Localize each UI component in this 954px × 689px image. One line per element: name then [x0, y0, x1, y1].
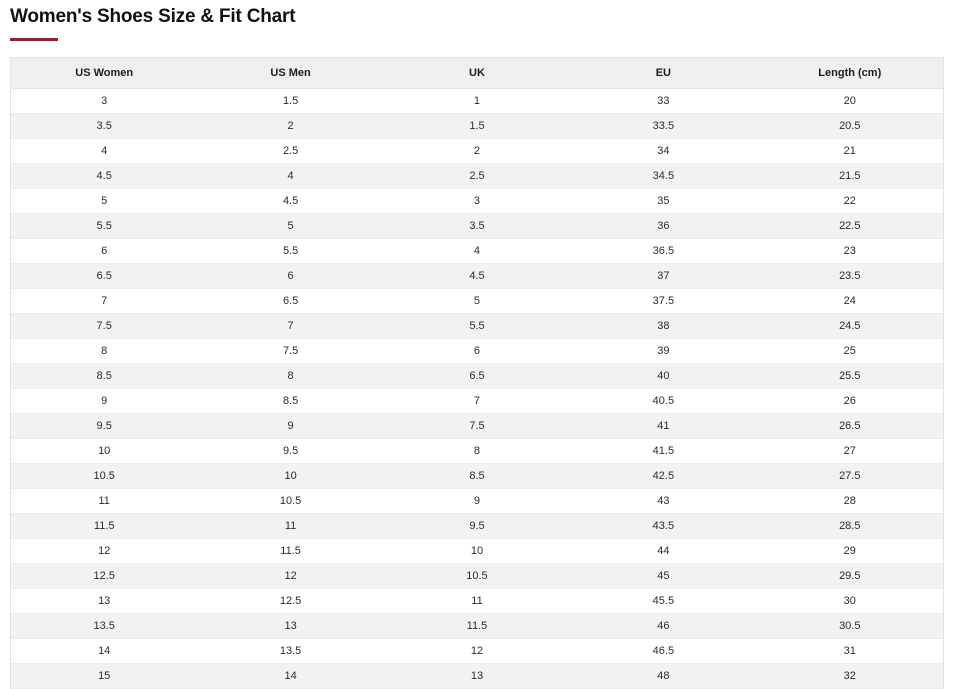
- size-chart-table: [11, 58, 943, 689]
- table-cell: 29: [757, 539, 943, 564]
- table-cell: 36: [570, 214, 756, 239]
- table-row: [11, 439, 943, 464]
- table-cell: 3: [384, 189, 570, 214]
- table-cell: 5.5: [384, 314, 570, 339]
- table-cell: 12: [11, 539, 197, 564]
- table-cell: 2: [197, 114, 383, 139]
- table-cell: 30.5: [757, 614, 943, 639]
- table-cell: 36.5: [570, 239, 756, 264]
- table-body: [11, 89, 943, 689]
- table-cell: 35: [570, 189, 756, 214]
- column-header-us-women: US Women: [11, 58, 197, 89]
- table-cell: 25: [757, 339, 943, 364]
- table-cell: 4: [11, 139, 197, 164]
- table-cell: 40: [570, 364, 756, 389]
- table-cell: 6.5: [11, 264, 197, 289]
- table-cell: 11.5: [197, 539, 383, 564]
- table-cell: 11.5: [11, 514, 197, 539]
- column-header-us-men: US Men: [197, 58, 383, 89]
- table-row: [11, 414, 943, 439]
- table-cell: 24: [757, 289, 943, 314]
- table-cell: 44: [570, 539, 756, 564]
- table-cell: 6.5: [197, 289, 383, 314]
- table-cell: 11.5: [384, 614, 570, 639]
- table-cell: 8: [384, 439, 570, 464]
- table-cell: 4.5: [11, 164, 197, 189]
- table-row: [11, 289, 943, 314]
- table-cell: 10: [11, 439, 197, 464]
- table-cell: 39: [570, 339, 756, 364]
- table-cell: 28: [757, 489, 943, 514]
- table-cell: 11: [11, 489, 197, 514]
- table-cell: 8.5: [11, 364, 197, 389]
- table-row: [11, 589, 943, 614]
- table-cell: 32: [757, 664, 943, 689]
- table-cell: 42.5: [570, 464, 756, 489]
- column-header-uk: UK: [384, 58, 570, 89]
- table-cell: 12: [197, 564, 383, 589]
- table-cell: 31: [757, 639, 943, 664]
- table-cell: 9.5: [11, 414, 197, 439]
- table-cell: 8.5: [197, 389, 383, 414]
- page-title: Women's Shoes Size & Fit Chart: [10, 6, 296, 27]
- table-cell: 29.5: [757, 564, 943, 589]
- table-row: [11, 664, 943, 689]
- table-cell: 5.5: [11, 214, 197, 239]
- table-cell: 12.5: [197, 589, 383, 614]
- table-cell: 2: [384, 139, 570, 164]
- table-cell: 12.5: [11, 564, 197, 589]
- table-cell: 13: [384, 664, 570, 689]
- table-cell: 6: [11, 239, 197, 264]
- table-cell: 22: [757, 189, 943, 214]
- table-cell: 9: [11, 389, 197, 414]
- table-cell: 25.5: [757, 364, 943, 389]
- table-cell: 9: [384, 489, 570, 514]
- table-cell: 28.5: [757, 514, 943, 539]
- table-row: [11, 239, 943, 264]
- column-header-eu: EU: [570, 58, 756, 89]
- table-row: [11, 214, 943, 239]
- table-row: [11, 314, 943, 339]
- table-cell: 5: [197, 214, 383, 239]
- table-header-row: [11, 58, 943, 89]
- table-cell: 38: [570, 314, 756, 339]
- table-cell: 45.5: [570, 589, 756, 614]
- table-cell: 27.5: [757, 464, 943, 489]
- table-row: [11, 614, 943, 639]
- table-cell: 41: [570, 414, 756, 439]
- table-cell: 34.5: [570, 164, 756, 189]
- table-cell: 9: [197, 414, 383, 439]
- table-cell: 11: [384, 589, 570, 614]
- table-cell: 23: [757, 239, 943, 264]
- table-row: [11, 339, 943, 364]
- table-cell: 21.5: [757, 164, 943, 189]
- table-cell: 20.5: [757, 114, 943, 139]
- table-cell: 9.5: [197, 439, 383, 464]
- table-cell: 2.5: [384, 164, 570, 189]
- table-cell: 13: [197, 614, 383, 639]
- table-cell: 6: [197, 264, 383, 289]
- table-row: [11, 489, 943, 514]
- table-cell: 7.5: [384, 414, 570, 439]
- table-row: [11, 389, 943, 414]
- table-cell: 10.5: [197, 489, 383, 514]
- table-cell: 33: [570, 89, 756, 114]
- table-cell: 24.5: [757, 314, 943, 339]
- table-cell: 13: [11, 589, 197, 614]
- table-cell: 46: [570, 614, 756, 639]
- table-cell: 10.5: [384, 564, 570, 589]
- table-row: [11, 164, 943, 189]
- table-cell: 1: [384, 89, 570, 114]
- table-cell: 6: [384, 339, 570, 364]
- table-cell: 8.5: [384, 464, 570, 489]
- table-cell: 46.5: [570, 639, 756, 664]
- table-row: [11, 264, 943, 289]
- table-cell: 41.5: [570, 439, 756, 464]
- table-row: [11, 139, 943, 164]
- table-row: [11, 564, 943, 589]
- column-header-length-cm: Length (cm): [757, 58, 943, 89]
- table-cell: 43.5: [570, 514, 756, 539]
- table-cell: 48: [570, 664, 756, 689]
- table-cell: 37: [570, 264, 756, 289]
- table-cell: 37.5: [570, 289, 756, 314]
- table-cell: 26.5: [757, 414, 943, 439]
- table-cell: 3.5: [11, 114, 197, 139]
- table-cell: 13.5: [197, 639, 383, 664]
- title-block: [0, 0, 954, 41]
- table-header: [11, 58, 943, 89]
- table-cell: 7: [384, 389, 570, 414]
- table-row: [11, 514, 943, 539]
- table-cell: 7.5: [197, 339, 383, 364]
- table-row: [11, 364, 943, 389]
- table-cell: 1.5: [197, 89, 383, 114]
- table-cell: 43: [570, 489, 756, 514]
- table-cell: 4: [197, 164, 383, 189]
- table-cell: 23.5: [757, 264, 943, 289]
- table-cell: 7: [11, 289, 197, 314]
- table-row: [11, 464, 943, 489]
- size-chart-table-wrapper: [10, 57, 944, 689]
- table-cell: 34: [570, 139, 756, 164]
- table-cell: 14: [11, 639, 197, 664]
- table-cell: 40.5: [570, 389, 756, 414]
- table-cell: 8: [11, 339, 197, 364]
- table-cell: 4.5: [197, 189, 383, 214]
- table-row: [11, 639, 943, 664]
- table-cell: 15: [11, 664, 197, 689]
- table-row: [11, 189, 943, 214]
- table-cell: 5: [11, 189, 197, 214]
- table-cell: 33.5: [570, 114, 756, 139]
- table-cell: 7.5: [11, 314, 197, 339]
- table-cell: 7: [197, 314, 383, 339]
- table-cell: 2.5: [197, 139, 383, 164]
- table-cell: 20: [757, 89, 943, 114]
- table-row: [11, 114, 943, 139]
- table-cell: 6.5: [384, 364, 570, 389]
- table-cell: 4.5: [384, 264, 570, 289]
- table-cell: 4: [384, 239, 570, 264]
- table-cell: 26: [757, 389, 943, 414]
- table-cell: 21: [757, 139, 943, 164]
- table-cell: 10: [384, 539, 570, 564]
- table-cell: 45: [570, 564, 756, 589]
- table-cell: 3.5: [384, 214, 570, 239]
- table-cell: 27: [757, 439, 943, 464]
- table-cell: 12: [384, 639, 570, 664]
- table-cell: 10.5: [11, 464, 197, 489]
- table-cell: 5: [384, 289, 570, 314]
- table-cell: 10: [197, 464, 383, 489]
- table-row: [11, 89, 943, 114]
- table-cell: 1.5: [384, 114, 570, 139]
- table-cell: 5.5: [197, 239, 383, 264]
- table-cell: 8: [197, 364, 383, 389]
- table-cell: 13.5: [11, 614, 197, 639]
- table-cell: 30: [757, 589, 943, 614]
- table-cell: 14: [197, 664, 383, 689]
- title-underline-rule: [10, 38, 58, 41]
- table-cell: 3: [11, 89, 197, 114]
- table-row: [11, 539, 943, 564]
- table-cell: 22.5: [757, 214, 943, 239]
- table-cell: 9.5: [384, 514, 570, 539]
- table-cell: 11: [197, 514, 383, 539]
